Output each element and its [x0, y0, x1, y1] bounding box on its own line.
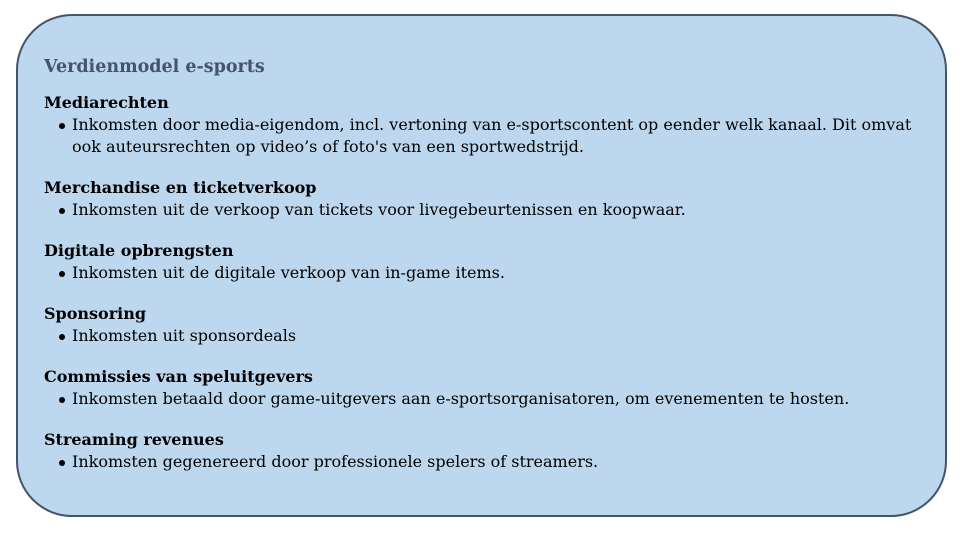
list-item	[44, 199, 921, 221]
section-commissies	[44, 366, 921, 410]
list-item	[44, 451, 921, 473]
bullet-icon	[59, 397, 65, 403]
bullet-icon	[59, 460, 65, 466]
list-item	[44, 388, 921, 410]
list-item	[44, 325, 921, 347]
bullet-icon	[59, 208, 65, 214]
bullet-list	[44, 199, 921, 221]
bullet-icon	[59, 271, 65, 277]
bullet-text: Inkomsten betaald door game-uitgevers aan e-sportsorganisatoren, om evenementen te hosten.	[72, 389, 850, 408]
section-title: Merchandise en ticketverkoop	[44, 178, 317, 197]
revenue-model-card	[16, 14, 947, 517]
bullet-text: Inkomsten uit de digitale verkoop van in-game items.	[72, 263, 505, 282]
section-sponsoring	[44, 303, 921, 347]
section-digitale-opbrengsten	[44, 240, 921, 284]
bullet-text: Inkomsten gegenereerd door professionele spelers of streamers.	[72, 452, 599, 471]
section-title: Mediarechten	[44, 93, 169, 112]
bullet-icon	[59, 123, 65, 129]
bullet-list	[44, 114, 921, 158]
bullet-list	[44, 388, 921, 410]
section-title: Sponsoring	[44, 304, 147, 323]
bullet-list	[44, 262, 921, 284]
section-merchandise	[44, 177, 921, 221]
list-item	[44, 262, 921, 284]
section-mediarechten	[44, 92, 921, 158]
section-streaming	[44, 429, 921, 473]
section-title: Commissies van speluitgevers	[44, 367, 313, 386]
bullet-text: Inkomsten uit sponsordeals	[72, 326, 297, 345]
section-title: Streaming revenues	[44, 430, 224, 449]
list-item	[44, 114, 921, 158]
bullet-text: Inkomsten uit de verkoop van tickets voor livegebeurtenissen en koopwaar.	[72, 200, 686, 219]
card-title: Verdienmodel e-sports	[44, 57, 265, 77]
bullet-text: Inkomsten door media-eigendom, incl. vertoning van e-sportscontent op eender welk kanaal. Dit omvat ook auteursrechten op video’s of foto's van een sportwedstrijd.	[72, 115, 912, 156]
bullet-icon	[59, 334, 65, 340]
bullet-list	[44, 325, 921, 347]
section-title: Digitale opbrengsten	[44, 241, 234, 260]
bullet-list	[44, 451, 921, 473]
